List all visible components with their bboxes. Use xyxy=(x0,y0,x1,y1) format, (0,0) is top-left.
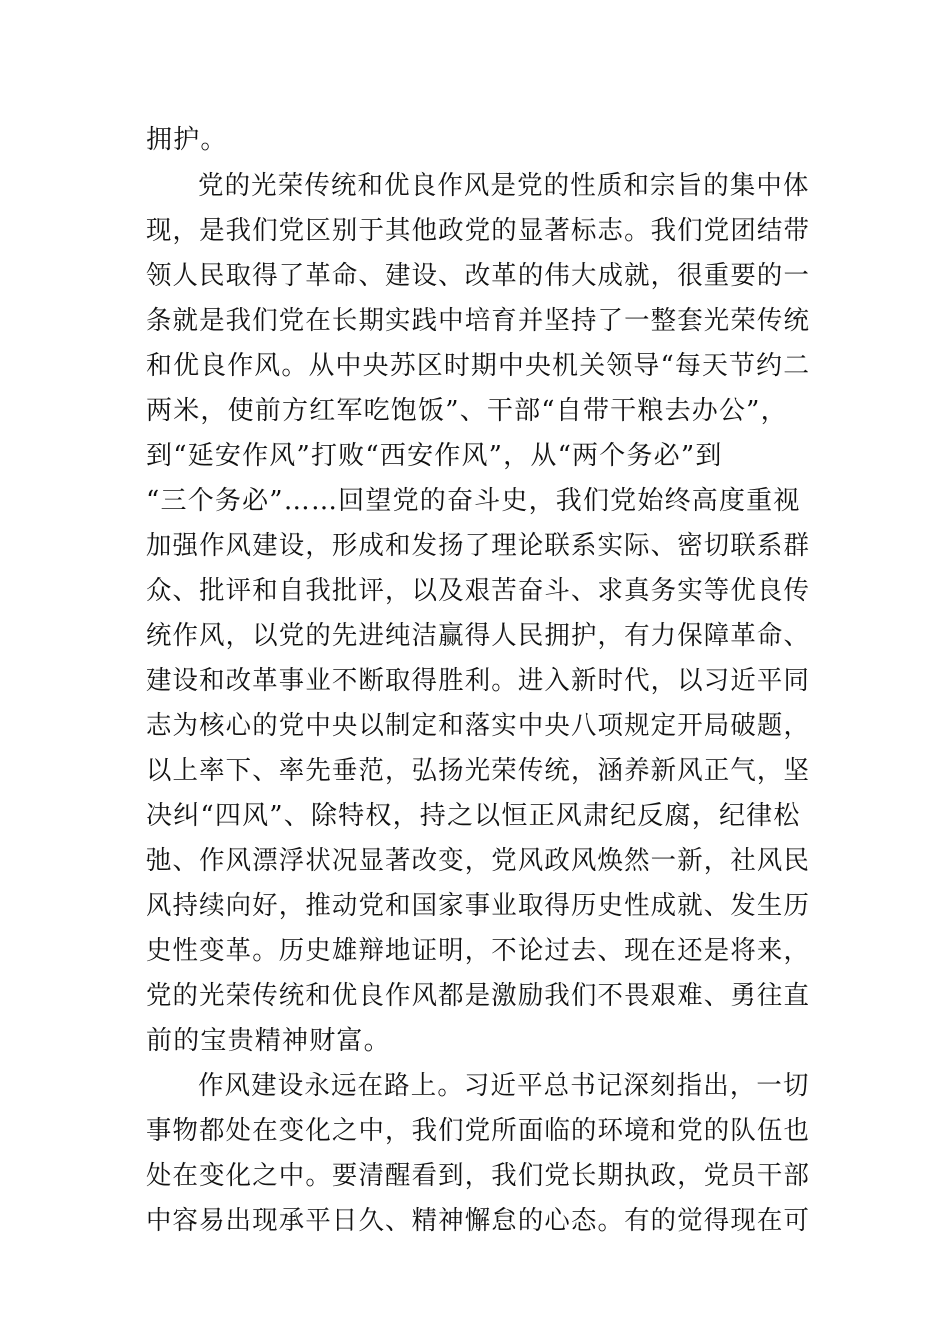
paragraph-line: 众、批评和自我批评，以及艰苦奋斗、求真务实等优良传 xyxy=(146,576,811,606)
paragraph-line: 党的光荣传统和优良作风都是激励我们不畏艰难、勇往直 xyxy=(146,981,811,1011)
paragraph-line: 弛、作风漂浮状况显著改变，党风政风焕然一新，社风民 xyxy=(146,846,811,876)
paragraph-line: 志为核心的党中央以制定和落实中央八项规定开局破题， xyxy=(146,711,811,741)
paragraph-line: 中容易出现承平日久、精神懈怠的心态。有的觉得现在可 xyxy=(146,1206,811,1236)
paragraph-line: 事物都处在变化之中，我们党所面临的环境和党的队伍也 xyxy=(146,1116,811,1146)
paragraph-line: “三个务必”……回望党的奋斗史，我们党始终高度重视 xyxy=(146,486,801,516)
paragraph-line: 领人民取得了革命、建设、改革的伟大成就，很重要的一 xyxy=(146,261,811,291)
paragraph-line: 现，是我们党区别于其他政党的显著标志。我们党团结带 xyxy=(146,216,811,246)
paragraph-line: 以上率下、率先垂范，弘扬光荣传统，涵养新风正气，坚 xyxy=(146,756,811,786)
paragraph-line: 拥护。 xyxy=(146,125,228,155)
paragraph-line: 和优良作风。从中央苏区时期中央机关领导“每天节约二 xyxy=(146,351,811,381)
paragraph-line: 决纠“四风”、除特权，持之以恒正风肃纪反腐，纪律松 xyxy=(146,801,801,831)
paragraph-line: 条就是我们党在长期实践中培育并坚持了一整套光荣传统 xyxy=(146,306,811,336)
paragraph-line: 两米，使前方红军吃饱饭”、干部“自带干粮去办公”， xyxy=(146,396,788,426)
paragraph-line: 党的光荣传统和优良作风是党的性质和宗旨的集中体 xyxy=(198,171,810,201)
paragraph-line: 前的宝贵精神财富。 xyxy=(146,1026,391,1056)
paragraph-line: 统作风，以党的先进纯洁赢得人民拥护，有力保障革命、 xyxy=(146,621,811,651)
paragraph-line: 史性变革。历史雄辩地证明，不论过去、现在还是将来， xyxy=(146,936,811,966)
paragraph-line: 加强作风建设，形成和发扬了理论联系实际、密切联系群 xyxy=(146,531,811,561)
paragraph-line: 建设和改革事业不断取得胜利。进入新时代，以习近平同 xyxy=(146,666,811,696)
paragraph-line: 作风建设永远在路上。习近平总书记深刻指出，一切 xyxy=(198,1071,810,1101)
paragraph-line: 处在变化之中。要清醒看到，我们党长期执政，党员干部 xyxy=(146,1161,811,1191)
paragraph-line: 风持续向好，推动党和国家事业取得历史性成就、发生历 xyxy=(146,891,811,921)
paragraph-line: 到“延安作风”打败“西安作风”，从“两个务必”到 xyxy=(146,441,723,471)
